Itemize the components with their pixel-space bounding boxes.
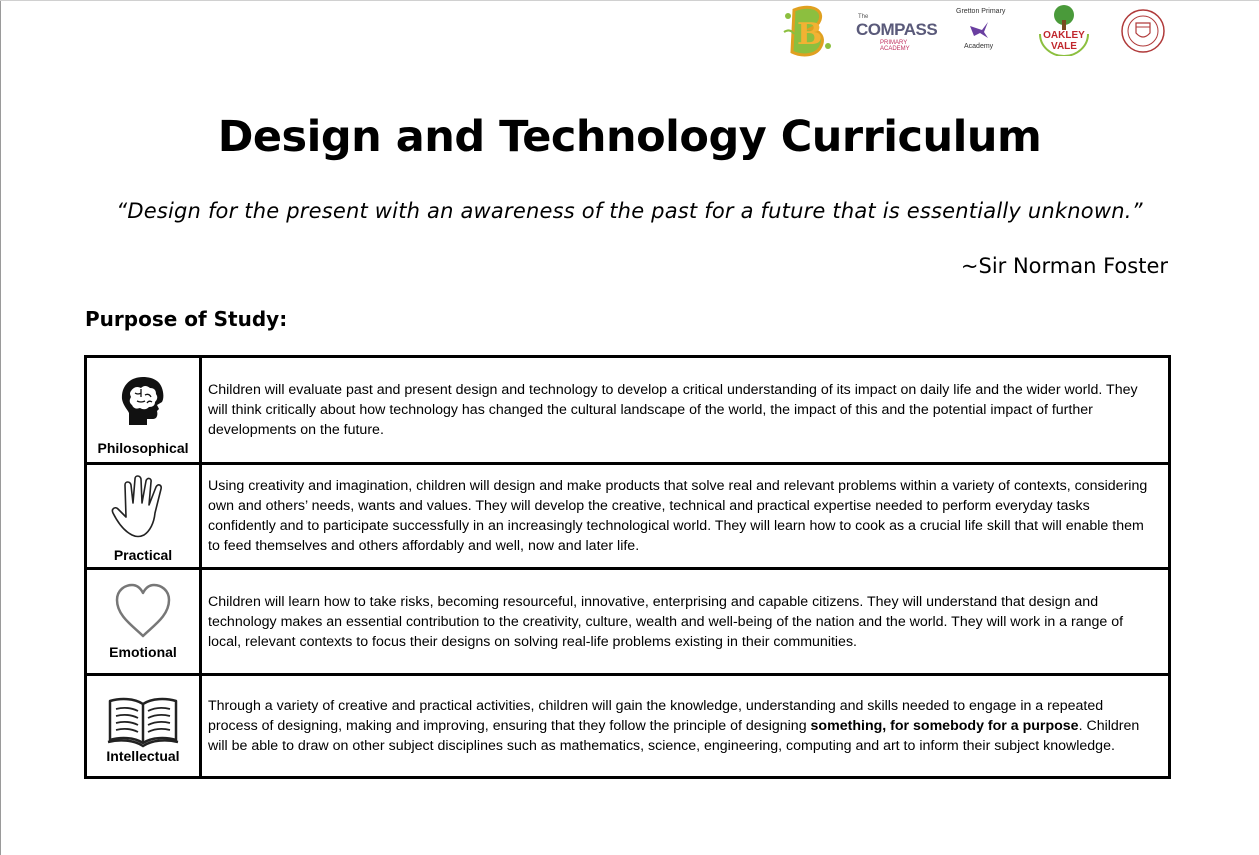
letter-b-logo	[780, 2, 836, 60]
oakley-name: OAKLEY VALE	[1043, 30, 1085, 52]
logo-letter: B	[797, 17, 823, 52]
compass-sub: PRIMARY ACADEMY	[880, 40, 910, 52]
row-label: Intellectual	[106, 748, 180, 764]
school-crest-icon	[1120, 8, 1166, 54]
hand-icon	[110, 473, 176, 543]
oakley-vale-logo	[1034, 4, 1094, 56]
icon-cell	[86, 569, 201, 675]
gretton-arc-text: Gretton Primary	[956, 8, 1006, 15]
row-text: Using creativity and imagination, children will design and make products that solve real and relevant problems within a variety of contexts, considering own and others’ needs, wants and values. They will develop the creative, technical and practical expertise needed to perform everyday tasks confidently and to participate successfully in an increasingly technological world. They will learn how to cook as a crucial life skill that will enable them to feed themselves and others affordably and well, now and later life.	[201, 464, 1170, 569]
row-label: Practical	[113, 547, 173, 563]
section-heading: Purpose of Study:	[85, 307, 288, 331]
page-border-top	[0, 0, 1259, 1]
gretton-sub: Academy	[964, 43, 994, 50]
row-text	[201, 675, 1170, 778]
row-text-emphasis: something, for somebody for a purpose	[810, 718, 1079, 734]
compass-prefix: The	[858, 14, 869, 20]
purpose-table	[84, 355, 1171, 779]
icon-cell	[86, 464, 201, 569]
table-row	[86, 464, 1170, 569]
icon-cell	[86, 357, 201, 464]
row-label: Emotional	[109, 644, 177, 660]
row-text-part: . Children will be able to draw on other subject disciplines such as mathematics, science, engineering, computing and art to inform their subject knowledge.	[208, 718, 1140, 754]
row-text-part: Through a variety of creative and practical activities, children will gain the knowledge, understanding and skills needed to engage in a repeated process of designing, making and improving, ensuring that they follow the principle of designing	[208, 698, 1104, 734]
brain-head-icon	[119, 375, 167, 437]
swallow-icon	[968, 20, 990, 40]
table-row	[86, 675, 1170, 778]
quote: “Design for the present with an awareness of the past for a future that is essentially unknown.”	[116, 199, 1143, 223]
row-text: Children will learn how to take risks, becoming resourceful, innovative, enterprising and capable citizens. They will understand that design and technology makes an essential contribution to the creativity, culture, wealth and well-being of the nation and the world. They will work in a range of local, relevant contexts to focus their designs on solving real-life problems existing in their communities.	[201, 569, 1170, 675]
heart-icon	[113, 582, 173, 640]
compass-name: COMPASS	[856, 20, 938, 39]
quote-author: ~Sir Norman Foster	[960, 254, 1168, 278]
open-book-icon	[106, 696, 180, 748]
row-label: Philosophical	[97, 440, 189, 456]
page-title: Design and Technology Curriculum	[217, 112, 1042, 162]
row-text: Children will evaluate past and present design and technology to develop a critical understanding of its impact on daily life and the wider world. They will think critically about how technology has changed the cultural landscape of the world, the impact of this and the potential impact of further developments on the future.	[201, 357, 1170, 464]
compass-logo	[854, 14, 938, 52]
gretton-logo	[950, 6, 1008, 56]
table-row	[86, 357, 1170, 464]
icon-cell	[86, 675, 201, 778]
table-row	[86, 569, 1170, 675]
